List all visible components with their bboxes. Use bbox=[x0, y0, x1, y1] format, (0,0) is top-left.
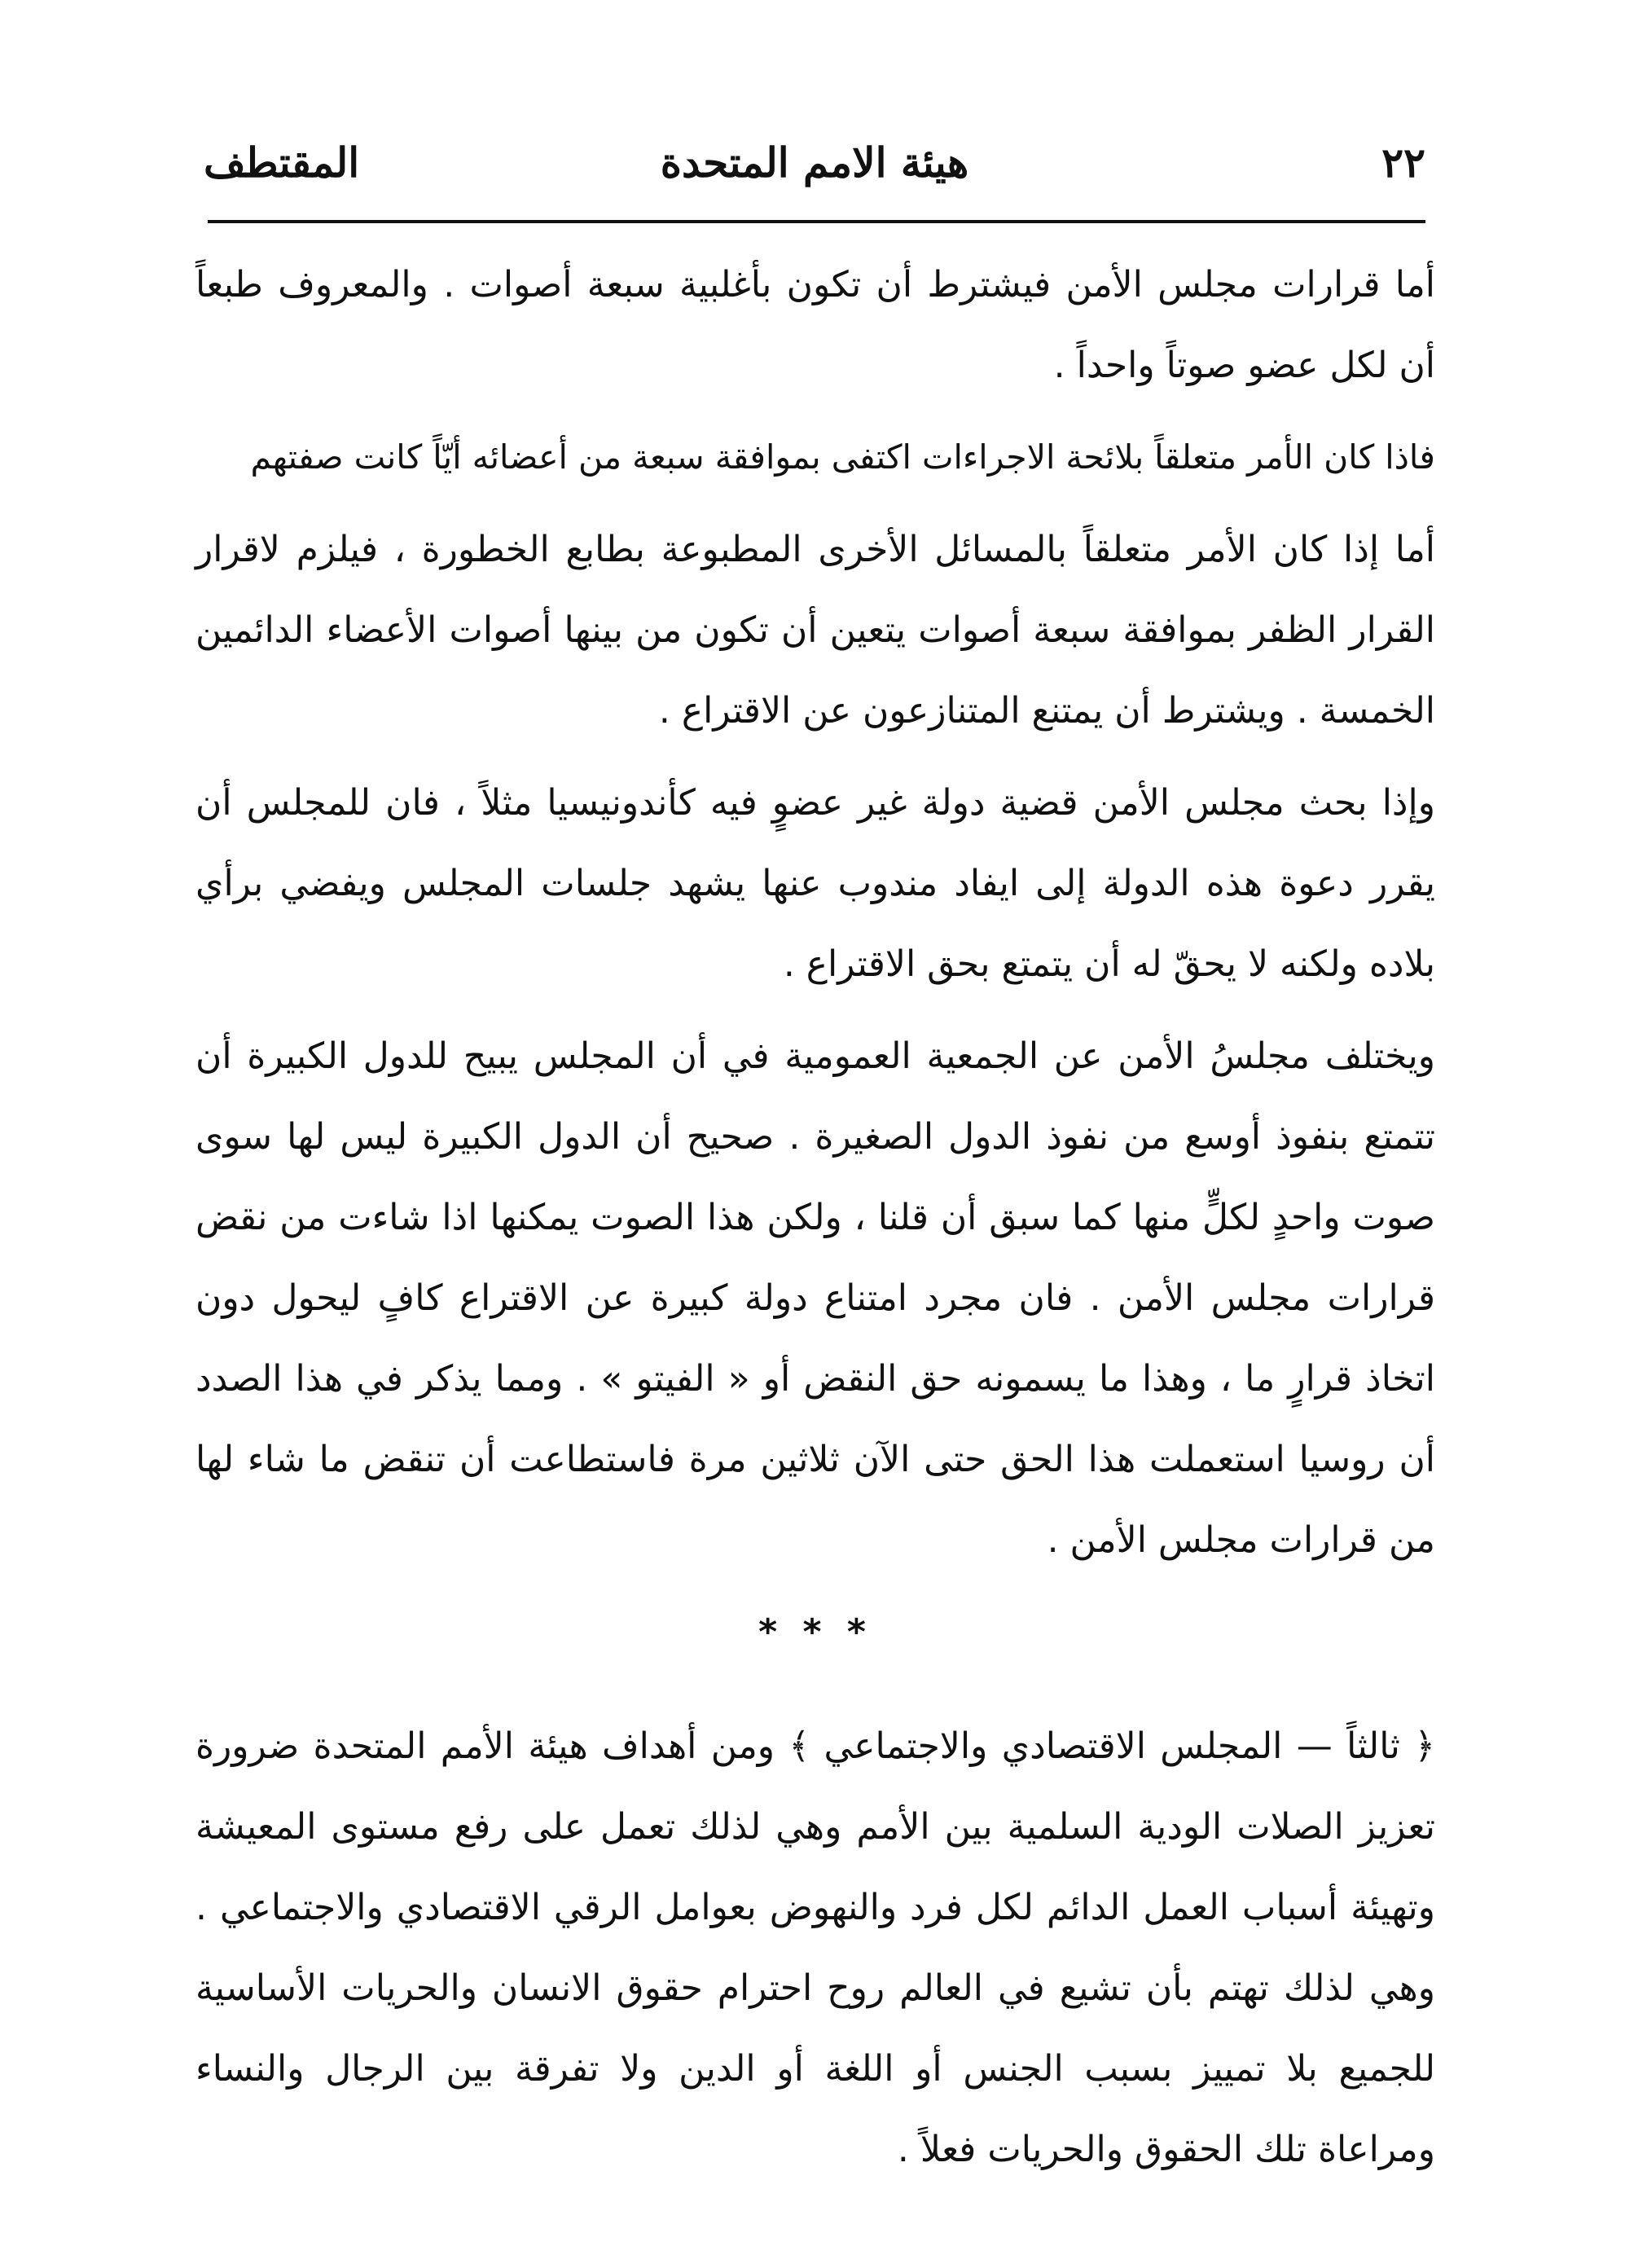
header-rule bbox=[208, 220, 1425, 223]
body-text bbox=[195, 244, 1435, 2201]
page-number: ٢٢ bbox=[1381, 138, 1425, 187]
paragraph-economic-social-council: ﴿ ثالثاً — المجلس الاقتصادي والاجتماعي ﴾ ومن أهداف هيئة الأمم المتحدة ضرورة تعزيز الصلات الودية السلمية بين الأمم وهي لذلك تعمل على رفع مستوى المعيشة وتهيئة أسباب العمل الدائم لكل فرد والنهوض بعوامل الرقي الاقتصادي والاجتماعي . وهي لذلك تهتم بأن تشيع في العالم روح احترام حقوق الانسان والحريات الأساسية للجميع بلا تمييز بسبب الجنس أو اللغة أو الدين ولا تفرقة بين الرجال والنساء ومراعاة تلك الحقوق والحريات فعلاً . bbox=[195, 1725, 1435, 2170]
page-header bbox=[204, 130, 1425, 196]
section-separator: * * * bbox=[758, 1611, 872, 1653]
running-title: هيئة الامم المتحدة bbox=[660, 138, 969, 187]
paragraph-procedural-rules: فاذا كان الأمر متعلقاً بلائحة الاجراءات اكتفى بموافقة سبعة من أعضائه أيّاً كانت صفتهم bbox=[250, 437, 1435, 477]
paragraph-serious-matters: أما إذا كان الأمر متعلقاً بالمسائل الأخرى المطبوعة بطابع الخطورة ، فيلزم لاقرار القرار الظفر بموافقة سبعة أصوات يتعين أن تكون من بينها أصوات الأعضاء الدائمين الخمسة . ويشترط أن يمتنع المتنازعون عن الاقتراع . bbox=[195, 529, 1435, 732]
journal-name: المقتطف bbox=[204, 138, 360, 187]
paragraph-non-member-state: وإذا بحث مجلس الأمن قضية دولة غير عضوٍ فيه كأندونيسيا مثلاً ، فان للمجلس أن يقرر دعوة هذه الدولة إلى ايفاد مندوب عنها يشهد جلسات المجلس ويفضي برأي بلاده ولكنه لا يحقّ له أن يتمتع بحق الاقتراع . bbox=[195, 782, 1435, 985]
paragraph-veto-power: ويختلف مجلسُ الأمن عن الجمعية العمومية في أن المجلس يبيح للدول الكبيرة أن تتمتع بنفوذ أوسع من نفوذ الدول الصغيرة . صحيح أن الدول الكبيرة ليس لها سوى صوت واحدٍ لكلٍّ منها كما سبق أن قلنا ، ولكن هذا الصوت يمكنها اذا شاءت من نقض قرارات مجلس الأمن . فان مجرد امتناع دولة كبيرة عن الاقتراع كافٍ ليحول دون اتخاذ قرارٍ ما ، وهذا ما يسمونه حق النقض أو « الفيتو » . ومما يذكر في هذا الصدد أن روسيا استعملت هذا الحق حتى الآن ثلاثين مرة فاستطاعت أن تنقض ما شاء لها من قرارات مجلس الأمن . bbox=[195, 1035, 1435, 1561]
paragraph-voting-majority: أما قرارات مجلس الأمن فيشترط أن تكون بأغلبية سبعة أصوات . والمعروف طبعاً أن لكل عضو صوتاً واحداً . bbox=[195, 264, 1435, 386]
